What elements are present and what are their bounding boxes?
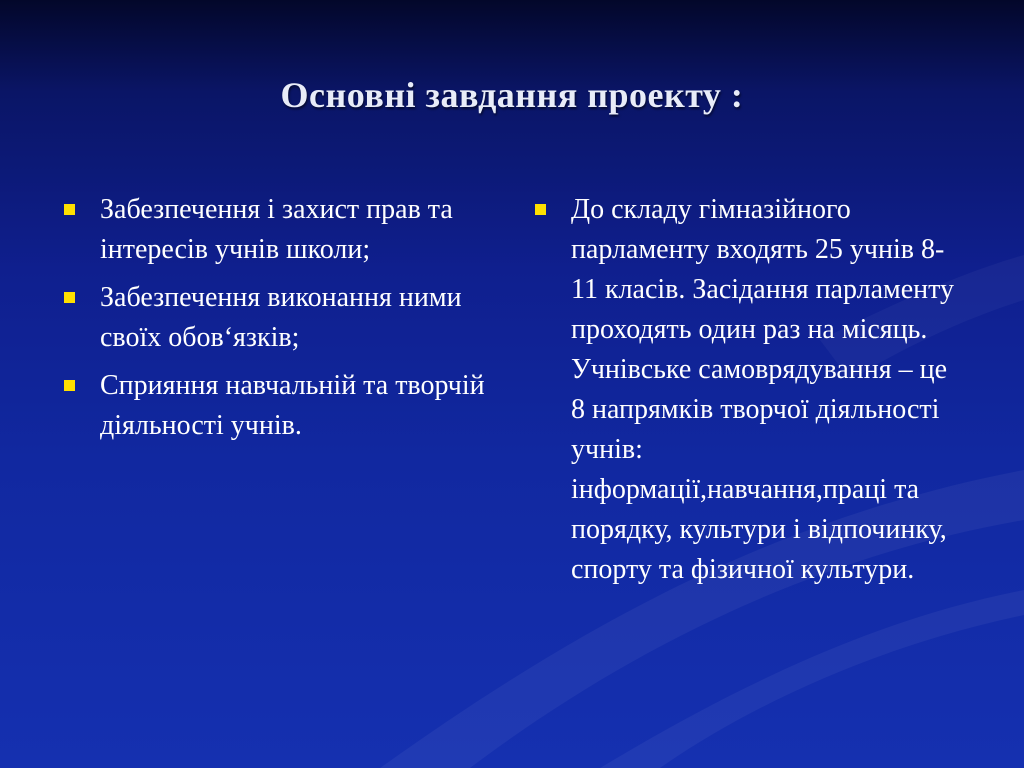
list-item-text: До складу гімназійного парламенту входять 25 учнів 8-11 класів. Засідання парламенту проходять один раз на місяць. Учнівське самоврядування – це 8 напрямків творчої діяльності учнів: інформації,навчання,праці та порядку, культури і відпочинку, спорту та фізичної культури. (571, 194, 955, 585)
right-column (531, 190, 961, 598)
slide-title: Основні завдання проекту : (280, 75, 744, 115)
left-column (60, 190, 490, 454)
square-bullet-icon (535, 204, 546, 215)
left-bullet-list (60, 190, 490, 446)
list-item (60, 366, 490, 446)
right-bullet-list (531, 190, 961, 590)
list-item (60, 278, 490, 358)
list-item-text: Забезпечення і захист прав та інтересів учнів школи; (100, 194, 453, 265)
square-bullet-icon (64, 204, 75, 215)
list-item (60, 190, 490, 270)
list-item-text: Забезпечення виконання ними своїх обов‘язків; (100, 282, 462, 353)
square-bullet-icon (64, 292, 75, 303)
list-item-text: Сприяння навчальній та творчій діяльності учнів. (100, 370, 485, 441)
list-item (531, 190, 961, 590)
square-bullet-icon (64, 380, 75, 391)
